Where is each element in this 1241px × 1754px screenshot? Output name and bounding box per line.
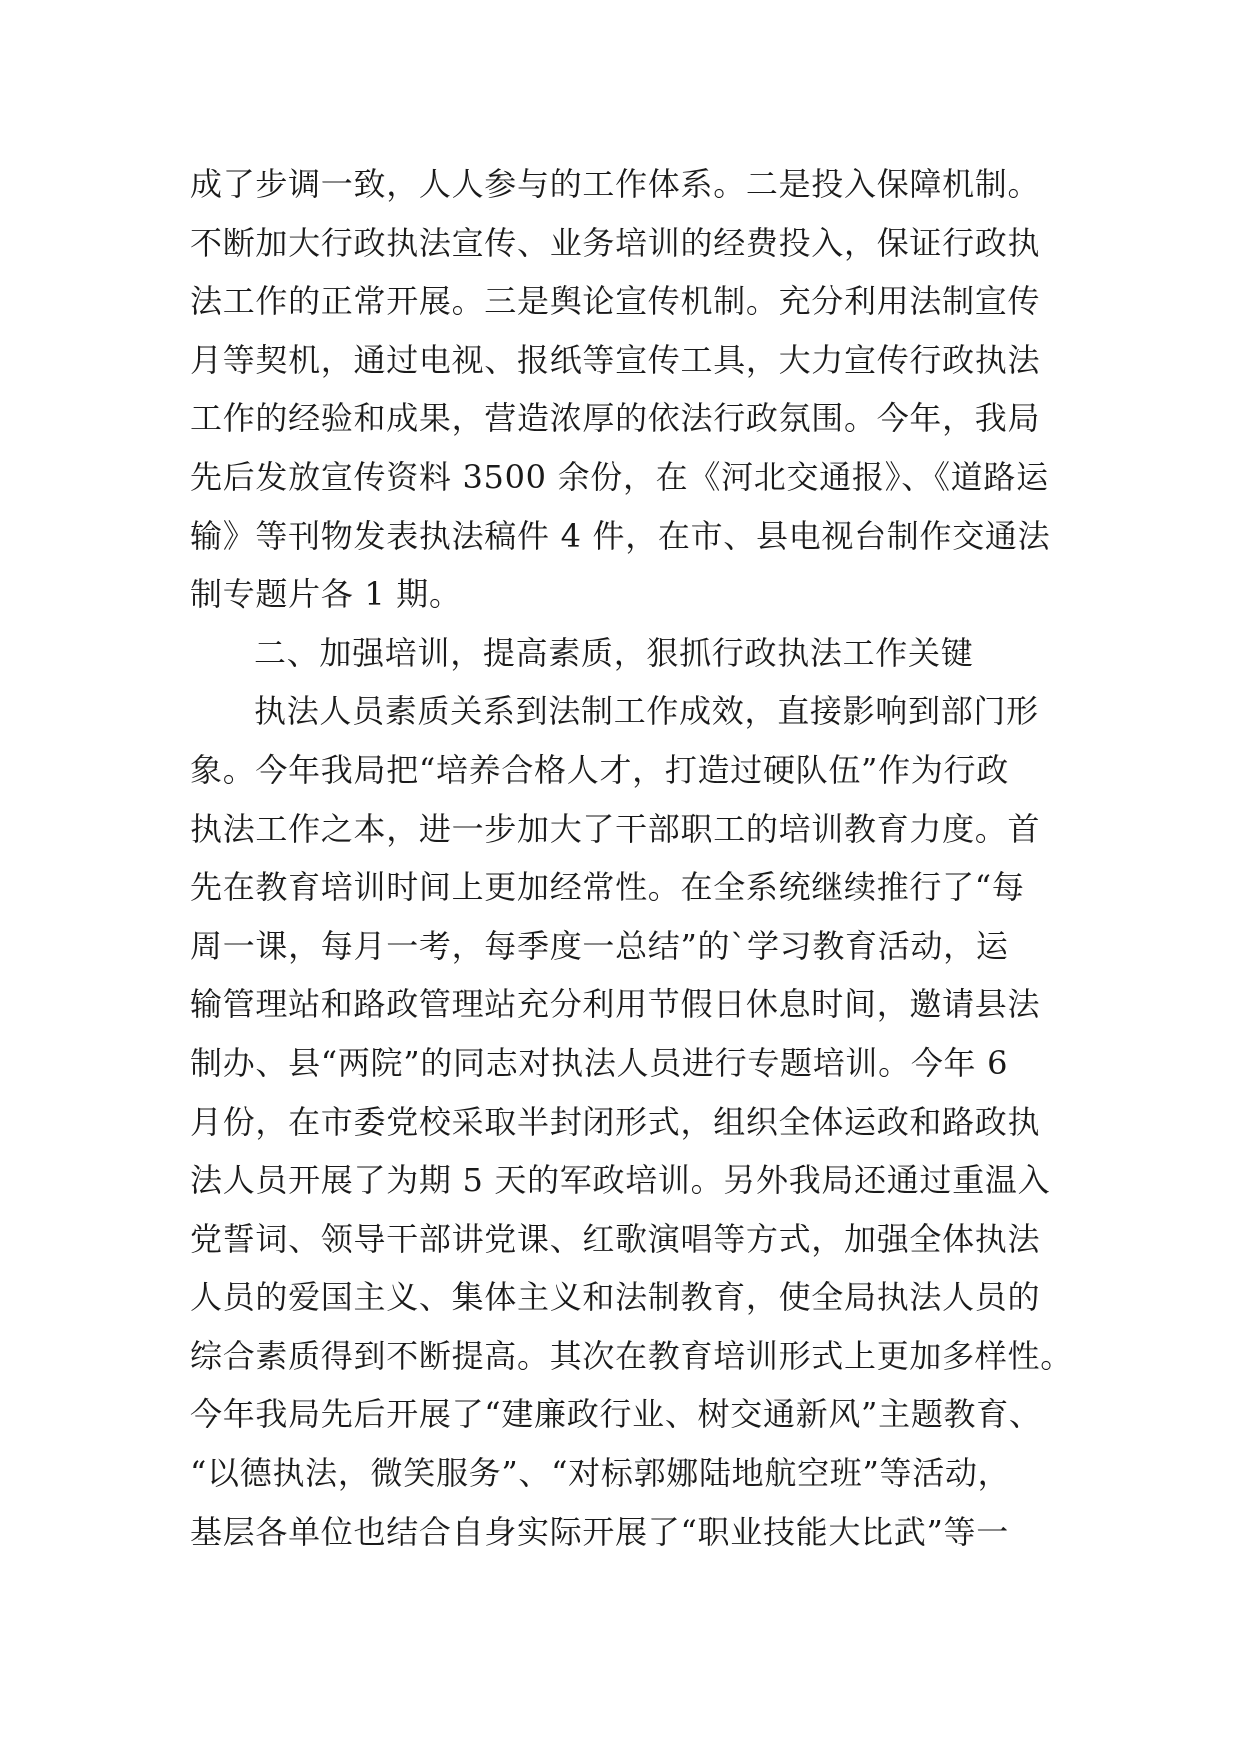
- text-line: 综合素质得到不断提高。其次在教育培训形式上更加多样性。: [190, 1336, 1073, 1375]
- text-line: “以德执法，微笑服务”、“对标郭娜陆地航空班”等活动，: [190, 1454, 1011, 1493]
- text-line: 法工作的正常开展。三是舆论宣传机制。充分利用法制宣传: [190, 282, 1041, 321]
- document-page: [190, 155, 1073, 1561]
- text-line: 法人员开展了为期 5 天的军政培训。另外我局还通过重温入: [190, 1161, 1051, 1200]
- text-line: 月等契机，通过电视、报纸等宣传工具，大力宣传行政执法: [190, 340, 1041, 379]
- text-line: 先在教育培训时间上更加经常性。在全系统继续推行了“每: [190, 868, 1025, 907]
- text-line: 不断加大行政执法宣传、业务培训的经费投入，保证行政执: [190, 223, 1041, 262]
- text-line: 先后发放宣传资料 3500 余份，在《河北交通报》、《道路运: [190, 457, 1049, 496]
- text-line: 人员的爱国主义、集体主义和法制教育，使全局执法人员的: [190, 1278, 1041, 1317]
- text-line: 周一课，每月一考，每季度一总结”的`学习教育活动，运: [190, 926, 1009, 965]
- text-line: 成了步调一致，人人参与的工作体系。二是投入保障机制。: [190, 165, 1041, 203]
- text-line: 基层各单位也结合自身实际开展了“职业技能大比武”等一: [190, 1512, 1009, 1551]
- text-line: 象。今年我局把“培养合格人才，打造过硬队伍”作为行政: [190, 750, 1009, 789]
- text-line: 党誓词、领导干部讲党课、红歌演唱等方式，加强全体执法: [190, 1219, 1041, 1258]
- text-line: 输》等刊物发表执法稿件 4 件，在市、县电视台制作交通法: [190, 516, 1051, 555]
- section-heading: 二、加强培训，提高素质，狠抓行政执法工作关键: [254, 633, 974, 672]
- text-line: 今年我局先后开展了“建廉政行业、树交通新风”主题教育、: [190, 1395, 1042, 1434]
- text-line: 月份，在市委党校采取半封闭形式，组织全体运政和路政执: [190, 1102, 1041, 1141]
- text-line: 执法工作之本，进一步加大了干部职工的培训教育力度。首: [190, 809, 1041, 848]
- text-line: 制办、县“两院”的同志对执法人员进行专题培训。今年 6: [190, 1043, 1009, 1082]
- text-line: 输管理站和路政管理站充分利用节假日休息时间，邀请县法: [190, 985, 1041, 1024]
- paragraph-first-line: 执法人员素质关系到法制工作成效，直接影响到部门形: [254, 692, 1039, 731]
- text-line: 制专题片各 1 期。: [190, 575, 462, 614]
- text-line: 工作的经验和成果，营造浓厚的依法行政氛围。今年，我局: [190, 399, 1041, 438]
